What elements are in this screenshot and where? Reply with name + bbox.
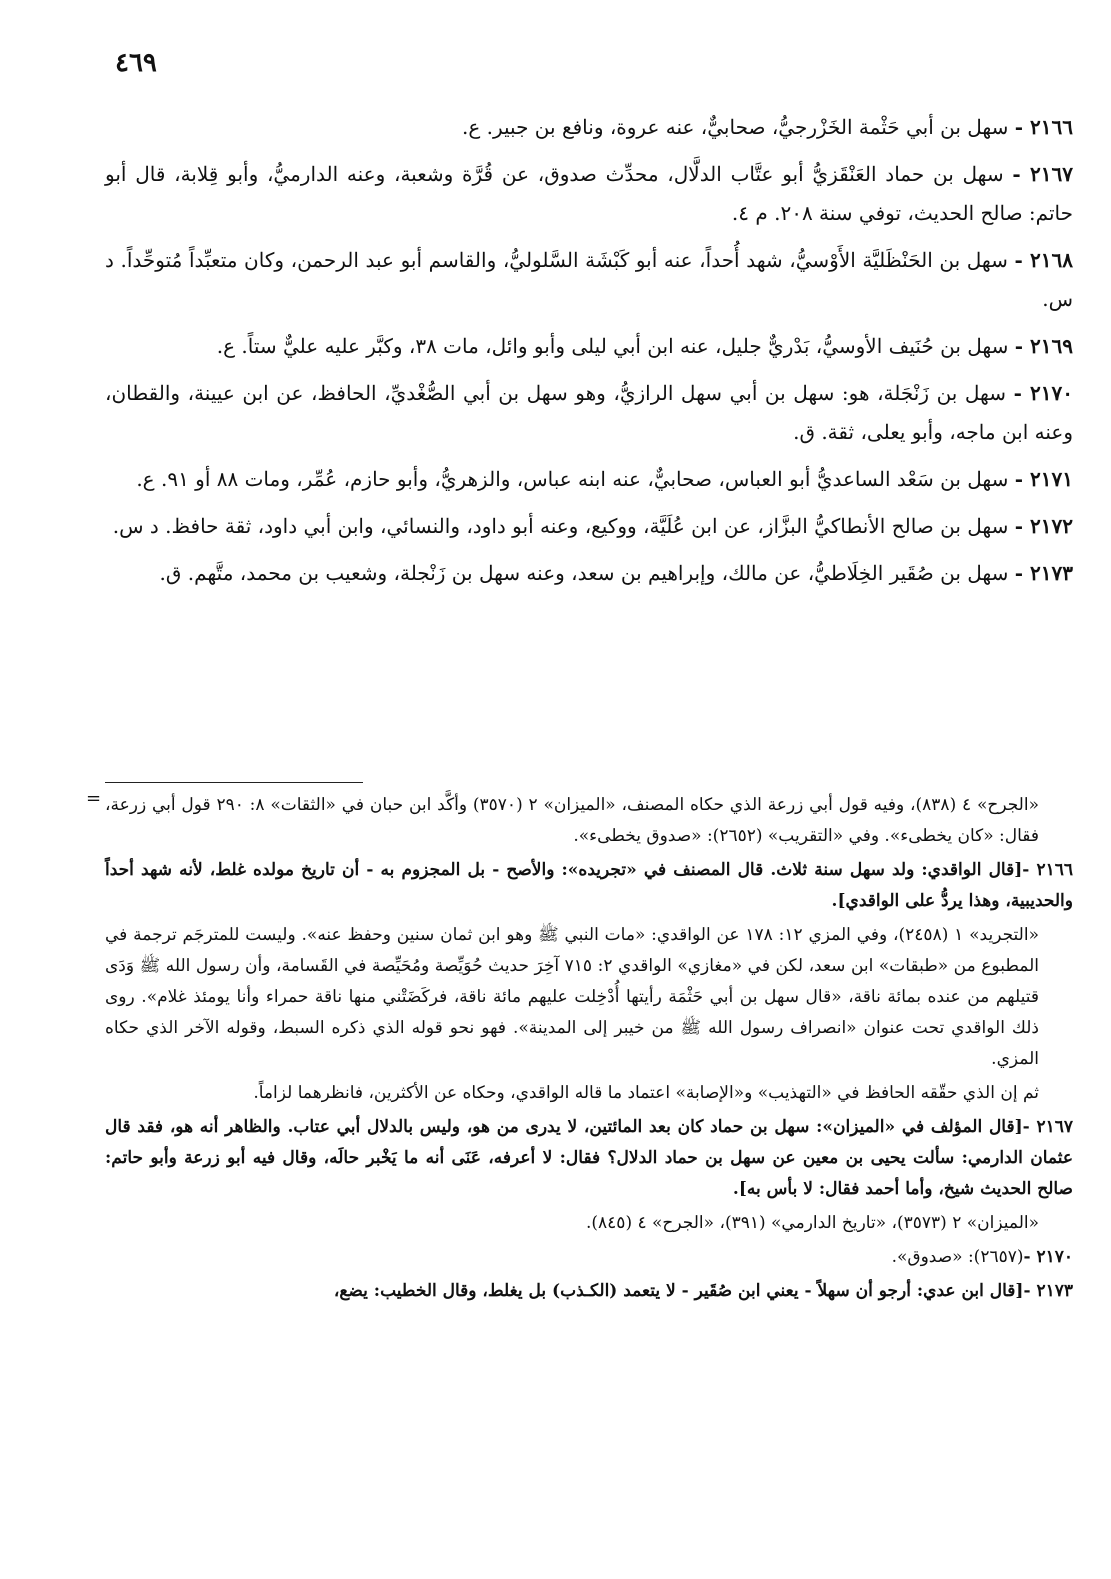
entry-number: ٢١٧١ - — [1014, 467, 1073, 491]
entry-number: ٢١٦٧ - — [1012, 162, 1074, 186]
entry — [105, 155, 1073, 233]
footnote — [105, 1112, 1073, 1205]
entry — [105, 108, 1073, 147]
entry — [105, 241, 1073, 319]
entry-text: سهل بن الحَنْظَليَّة الأَوْسيُّ، شهد أُحداً، عنه أبو كَبْشَة السَّلوليُّ، والقاسم أبو عبد الرحمن، وكان متعبِّداً مُتوحِّداً. د س. — [105, 248, 1073, 311]
footnote-text: «التجريد» ١ (٢٤٥٨)، وفي المزي ١٢: ١٧٨ عن الواقدي: «مات النبي ﷺ وهو ابن ثمان سنين وحفظ عنه». وليست للمترجَم ترجمة في المطبوع من «طبقات» ابن سعد، لكن في «مغازي» الواقدي ٢: ٧١٥ آخِرَ حديث حُوَيِّصة ومُحَيِّصة في القَسامة، وأن رسول الله ﷺ وَدَى قتيلهم من عنده بمائة ناقة، «قال سهل بن أبي حَثْمَة رأيتها أُدْخِلت عليهم مائة ناقة، فركَضَتْني منها ناقة حمراء وأنا يومئذ غلام». روى ذلك الواقدي تحت عنوان «انصراف رسول الله ﷺ من خيبر إلى المدينة». فهو نحو قوله الذي ذكره السبط، وقوله الآخر الذي حكاه المزي. — [105, 925, 1039, 1069]
entry — [105, 327, 1073, 366]
entry-text: سهل بن صالح الأنطاكيُّ البزَّاز، عن ابن عُلَيَّة، ووكيع، وعنه أبو داود، والنسائي، وابن أبي داود، ثقة حافظ. د س. — [112, 514, 1009, 538]
footnote — [105, 920, 1073, 1075]
footnote — [105, 1276, 1073, 1307]
footnote — [105, 855, 1073, 917]
entry-number: ٢١٦٦ - — [1014, 115, 1073, 139]
page-number: ٤٦٩ — [115, 48, 157, 78]
entry — [105, 507, 1073, 546]
footnote — [105, 790, 1073, 852]
entry-text: سهل بن حُنَيف الأوسيُّ، بَدْريٌّ جليل، عنه ابن أبي ليلى وأبو وائل، مات ٣٨، وكبَّر عليه عليٌّ ستاً. ع. — [216, 334, 1009, 358]
entry-number: ٢١٦٩ - — [1014, 334, 1073, 358]
continuation-mark: = — [86, 788, 102, 809]
footnote — [105, 1208, 1073, 1239]
entry — [105, 460, 1073, 499]
footnote-text: [قال ابن عدي: أرجو أن سهلاً - يعني ابن صُقَير - لا يتعمد (الكـذب) بل يغلط، وقال الخطيب: يضع، — [333, 1281, 1024, 1301]
footnote-text: [قال الواقدي: ولد سهل سنة ثلاث. قال المصنف في «تجريده»: والأصح - بل المجزوم به - أن تاريخ مولده غلط، لأنه شهد أحداً والحديبية، وهذا يردُّ على الواقدي]. — [105, 860, 1073, 911]
footnote-number: ٢١٧٣ - — [1023, 1281, 1073, 1301]
entry — [105, 374, 1073, 452]
entry-text: سهل بن سَعْد الساعديُّ أبو العباس، صحابيٌّ، عنه ابنه عباس، والزهريُّ، وأبو حازم، عُمِّر، ومات ٨٨ أو ٩١. ع. — [136, 467, 1009, 491]
entry-text: سهل بن أبي حَثْمة الخَزْرجيُّ، صحابيٌّ، عنه عروة، ونافع بن جبير. ع. — [461, 115, 1009, 139]
footnote-text: (٢٦٥٧): «صدوق». — [891, 1247, 1024, 1267]
footnote — [105, 1078, 1073, 1109]
footnote-text: «الميزان» ٢ (٣٥٧٣)، «تاريخ الدارمي» (٣٩١)، «الجرح» ٤ (٨٤٥). — [585, 1213, 1039, 1233]
footnote-number: ٢١٦٦ - — [1022, 860, 1073, 880]
footnotes — [105, 790, 1073, 1310]
footnote — [105, 1242, 1073, 1273]
entry-number: ٢١٧٢ - — [1014, 514, 1073, 538]
main-text — [105, 108, 1073, 601]
entry-number: ٢١٦٨ - — [1014, 248, 1073, 272]
entry-number: ٢١٧٠ - — [1013, 381, 1073, 405]
footnote-divider — [105, 782, 363, 783]
entry-number: ٢١٧٣ - — [1014, 561, 1073, 585]
entry-text: سهل بن حماد العَنْقَزيُّ أبو عتَّاب الدلَّال، محدِّث صدوق، عن قُرَّة وشعبة، وعنه الدارميُّ، وأبو قِلابة، قال أبو حاتم: صالح الحديث، توفي سنة ٢٠٨. م ٤. — [105, 162, 1073, 225]
footnote-number: ٢١٦٧ - — [1022, 1117, 1073, 1137]
footnote-text: [قال المؤلف في «الميزان»: سهل بن حماد كان بعد المائتين، لا يدرى من هو، وليس بالدلال أبي عتاب. والظاهر أنه هو، فقد قال عثمان الدارمي: سألت يحيى بن معين عن سهل بن حماد الدلال؟ فقال: لا أعرفه، عَنَى أنه ما يَخْبر حالَه، وقال فيه أبو زرعة وأبو حاتم: صالح الحديث شيخ، وأما أحمد فقال: لا بأس به]. — [105, 1117, 1073, 1199]
footnote-number: ٢١٧٠ - — [1023, 1247, 1073, 1267]
entry-text: سهل بن زَنْجَلة، هو: سهل بن أبي سهل الرازيُّ، وهو سهل بن أبي الصُّغْديِّ، الحافظ، عن ابن عيينة، والقطان، وعنه ابن ماجه، وأبو يعلى، ثقة. ق. — [105, 381, 1073, 444]
entry-text: سهل بن صُقَير الخِلَاطيُّ، عن مالك، وإبراهيم بن سعد، وعنه سهل بن زَنْجلة، وشعيب بن محمد، متَّهم. ق. — [159, 561, 1009, 585]
entry — [105, 554, 1073, 593]
footnote-text: «الجرح» ٤ (٨٣٨)، وفيه قول أبي زرعة الذي حكاه المصنف، «الميزان» ٢ (٣٥٧٠) وأكَّد ابن حبان في «الثقات» ٨: ٢٩٠ قول أبي زرعة، فقال: «كان يخطىء». وفي «التقريب» (٢٦٥٢): «صدوق يخطىء». — [105, 795, 1039, 846]
footnote-text: ثم إن الذي حقّقه الحافظ في «التهذيب» و«الإصابة» اعتماد ما قاله الواقدي، وحكاه عن الأكثرين، فانظرهما لزاماً. — [253, 1083, 1039, 1103]
